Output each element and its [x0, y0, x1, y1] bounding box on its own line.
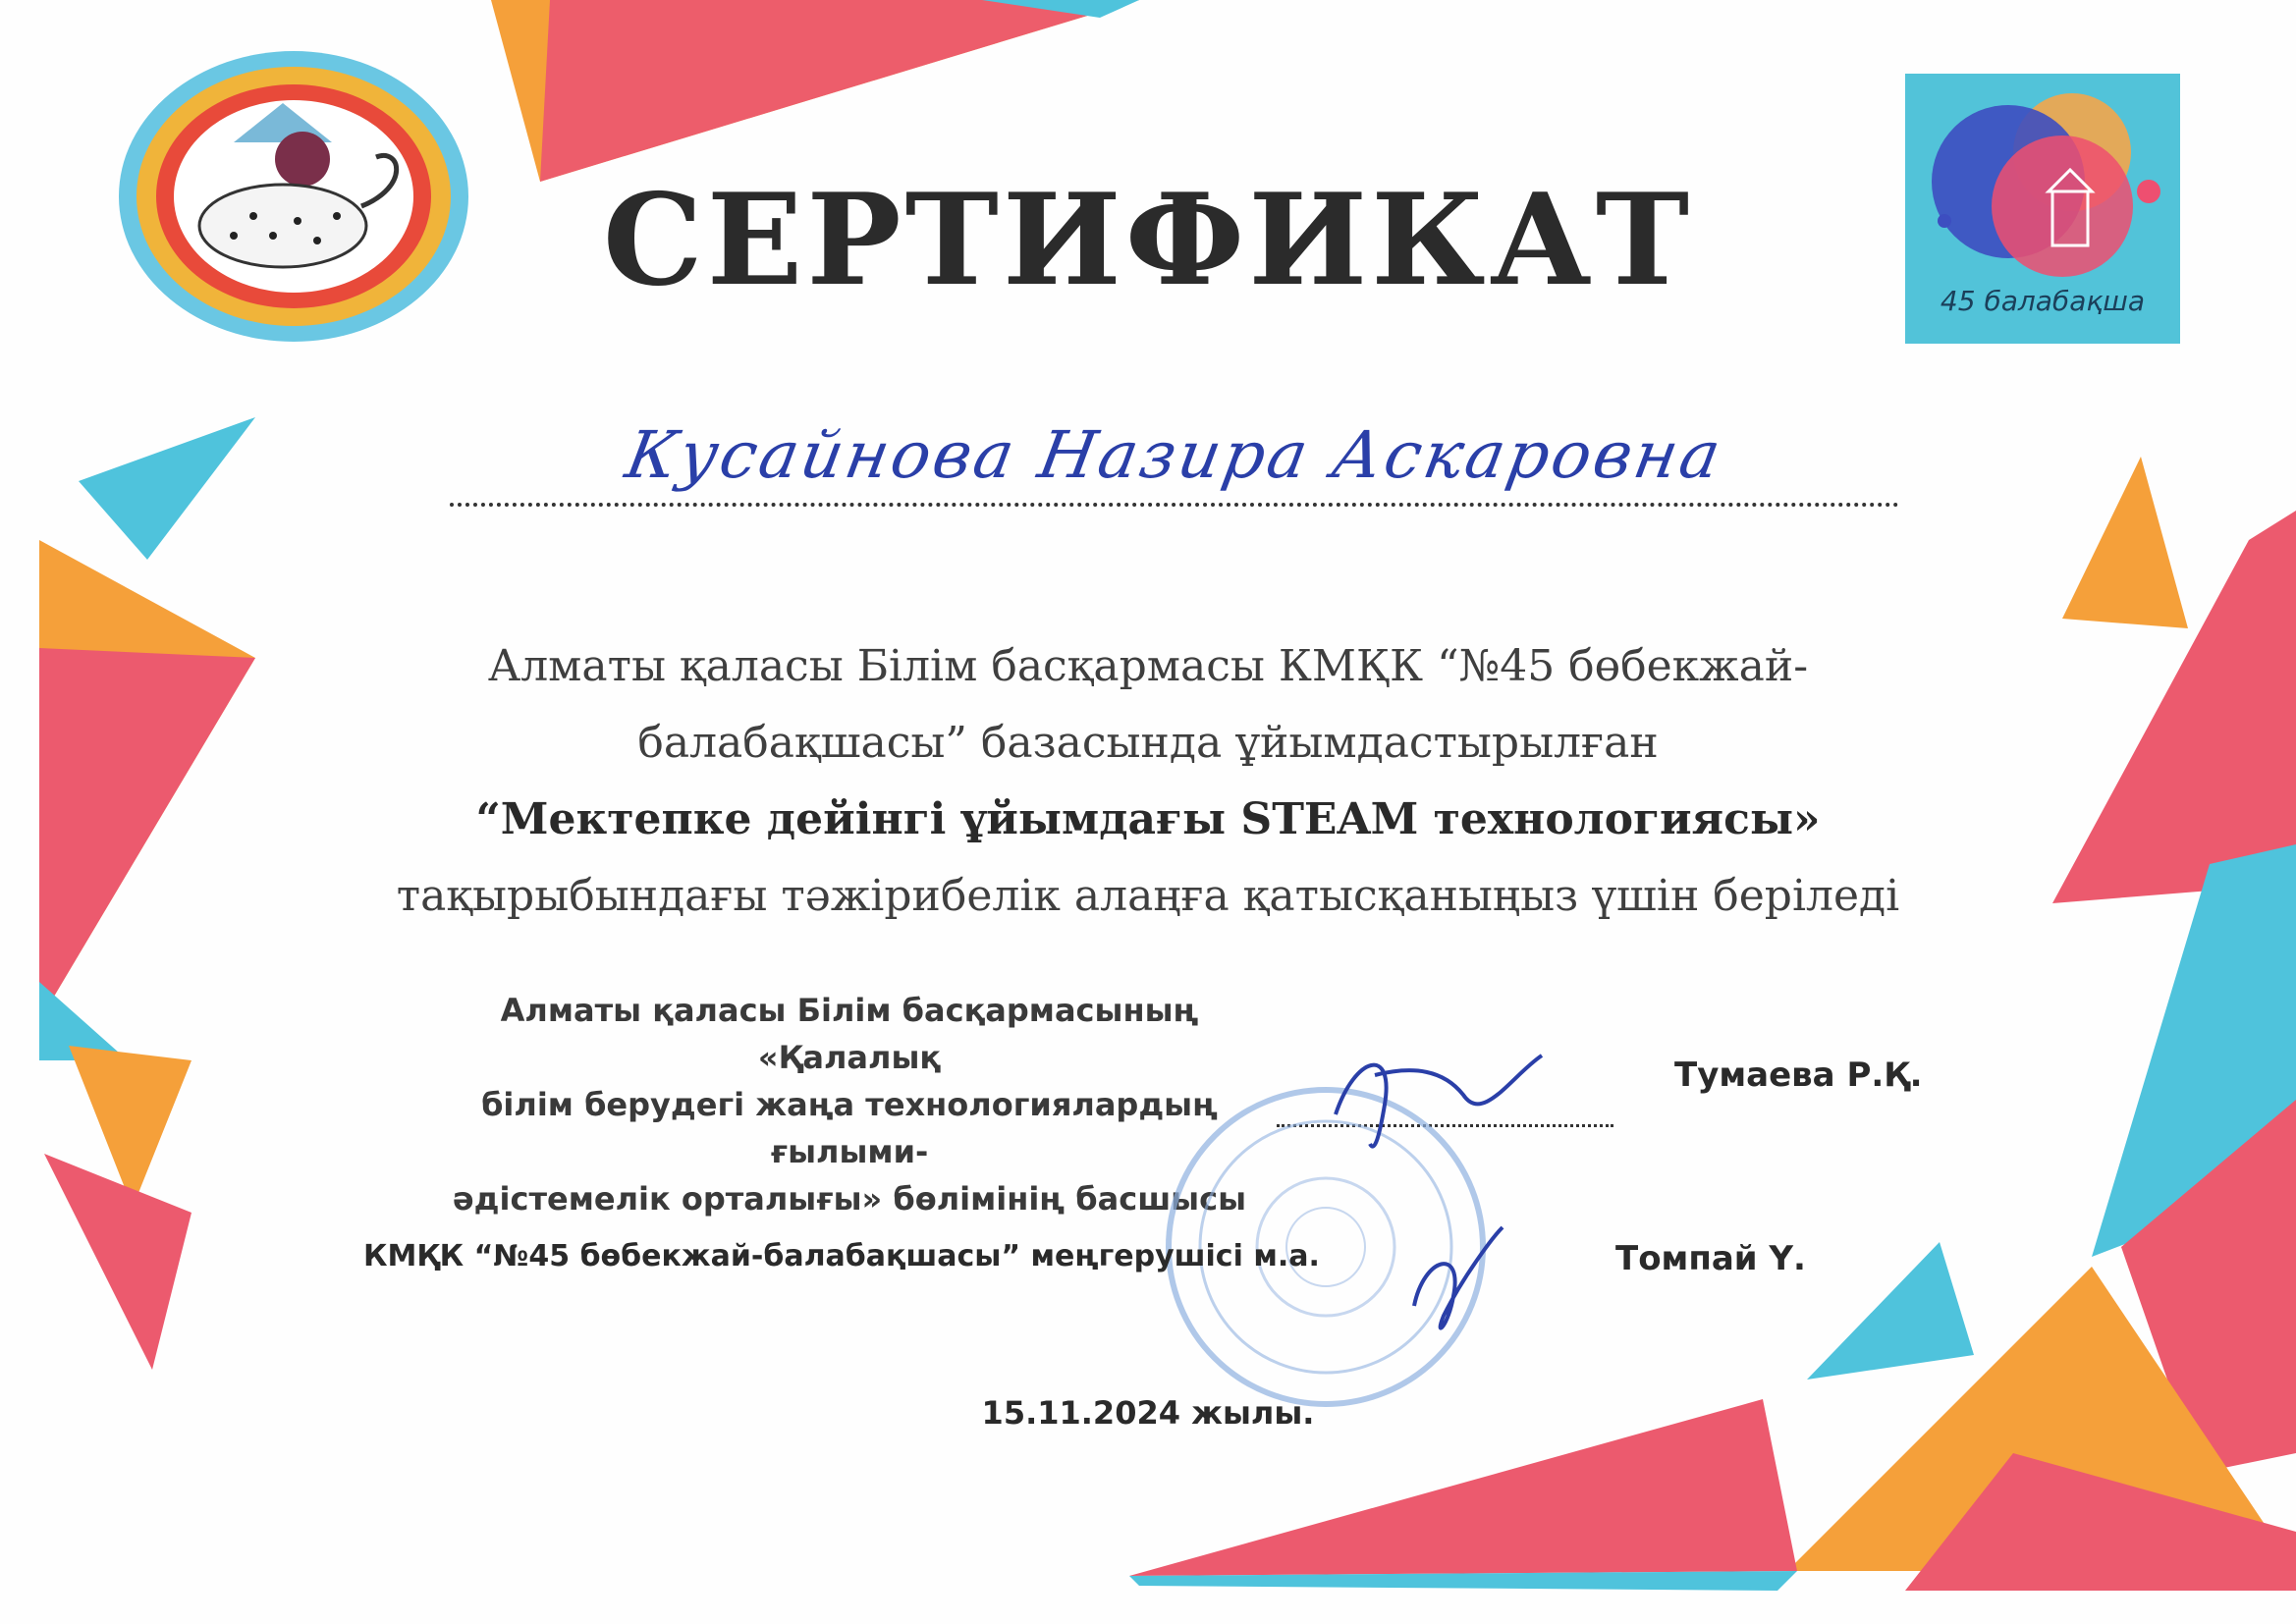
- body-line-1: Алматы қаласы Білім басқармасы КМҚК “№45 бөбекжай-: [487, 641, 1809, 691]
- first-signatory-name: Тумаева Р.Қ.: [1674, 1056, 1923, 1095]
- issue-date: 15.11.2024 жылы.: [981, 1394, 1315, 1432]
- first-signature-icon: [1316, 1036, 1552, 1164]
- second-signatory-name: Томпай Ү.: [1615, 1239, 1806, 1278]
- recipient-name: Кусайнова Назира Аскаровна: [620, 417, 1729, 493]
- first-role-line-2: білім берудегі жаңа технологиялардың ғылыми-: [481, 1086, 1218, 1170]
- first-role-line-3: әдістемелік орталығы» бөлімінің басшысы: [452, 1180, 1247, 1218]
- body-topic: “Мектепке дейінгі ұйымдағы STEAM технологиясы»: [475, 794, 1821, 844]
- certificate-body: [295, 628, 2001, 935]
- body-line-2: балабақшасы” базасында ұйымдастырылған: [637, 718, 1659, 768]
- certificate-title: СЕРТИФИКАТ: [602, 167, 1694, 314]
- logo-caption: 45 балабақша: [1940, 285, 2146, 317]
- body-line-4: тақырыбындағы тәжірибелік алаңға қатысқаныңыз үшін беріледі: [396, 871, 1900, 921]
- recipient-dotted-line: [450, 503, 1899, 507]
- first-signatory-role: [422, 987, 1277, 1222]
- first-role-line-1: Алматы қаласы Білім басқармасының «Қалалық: [500, 992, 1199, 1076]
- second-signatory-role: КМҚК “№45 бөбекжай-балабақшасы” меңгерушісі м.а.: [363, 1239, 1320, 1273]
- second-signature-icon: [1394, 1218, 1522, 1345]
